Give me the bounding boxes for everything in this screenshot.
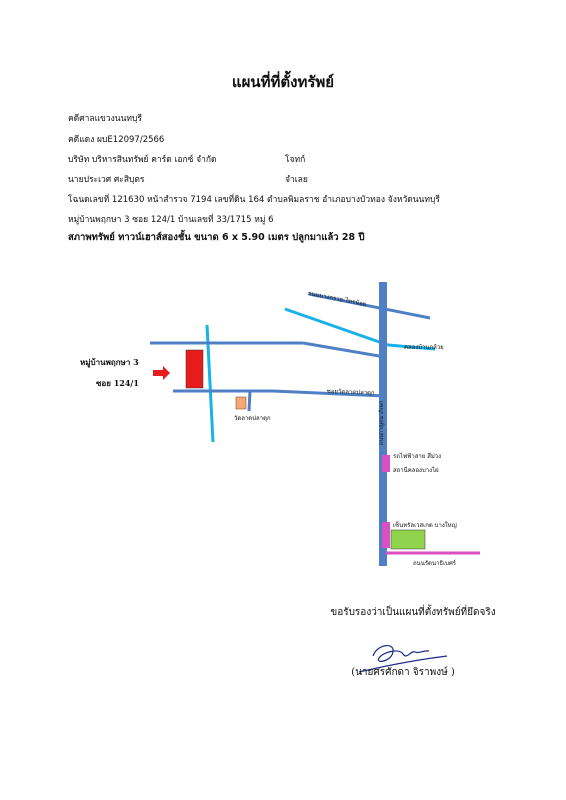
label-bottom-road: ถนนรัตนาธิเบศร์: [413, 560, 456, 567]
canal-diagonal: [285, 309, 388, 345]
label-train-line: รถไฟฟ้าสาย สีม่วง: [393, 453, 442, 460]
property-status-line: สภาพทรัพย์ ทาวน์เฮาส์สองชั้น ขนาด 6 x 5.90 เมตร ปลูกมาแล้ว 28 ปี: [68, 232, 365, 243]
label-station: สถานีคลองบางไผ่: [393, 467, 439, 474]
defendant-role: จำเลย: [285, 175, 308, 185]
arrow-icon: [153, 366, 170, 380]
label-main-road: ถนนกาญจนาภิเษก: [379, 400, 385, 445]
signer-name: (นายศรศักดา จิราพงษ์ ): [351, 667, 455, 678]
label-soi-number: ซอย 124/1: [96, 378, 139, 388]
address-line: หมู่บ้านพฤกษา 3 ซอย 124/1 บ้านเลขที่ 33/1715 หมู่ 6: [68, 215, 274, 225]
property-marker: [186, 350, 203, 388]
label-canal: คลองบ้านกล้วย: [404, 344, 444, 351]
temple-marker: [236, 397, 246, 409]
document-title: แผนที่ที่ตั้งทรัพย์: [231, 73, 335, 91]
label-mall: เซ็นทรัลเวสเกต บางใหญ่: [393, 522, 457, 529]
deed-info-line: โฉนดเลขที่ 121630 หน้าสำรวจ 7194 เลขที่ดิน 164 ตำบลพิมลราช อำเภอบางบัวทอง จังหวัดนนทบุรี: [68, 195, 440, 205]
defendant-line: นายประเวศ ศะสิบุตร: [68, 175, 145, 185]
case-number-line: คดีแดง ผบE12097/2566: [68, 135, 165, 145]
label-soi: ซอยวัดลาดปลาดุก: [326, 387, 375, 397]
mall-marker: [391, 530, 425, 549]
location-map: [0, 270, 566, 580]
plaintiff-role: โจทก์: [285, 155, 306, 165]
court-line: คดีศาลแขวงนนทบุรี: [68, 114, 142, 124]
road-upper-soi-ext: [303, 343, 385, 357]
rail-segment-upper: [382, 455, 390, 472]
road-temple-spur: [249, 391, 250, 411]
rail-segment-lower: [382, 522, 390, 548]
label-road-top: ถนนบางกรวย-ไทรน้อย: [307, 289, 367, 309]
plaintiff-line: บริษัท บริหารสินทรัพย์ คาร์ด เอกซ์ จำกัด: [68, 155, 217, 165]
certify-text: ขอรับรองว่าเป็นแผนที่ตั้งทรัพย์ที่ยึดจริง: [330, 607, 496, 618]
label-village: หมู่บ้านพฤกษา 3: [80, 357, 139, 367]
label-temple: วัดลาดปลาดุก: [234, 415, 271, 422]
